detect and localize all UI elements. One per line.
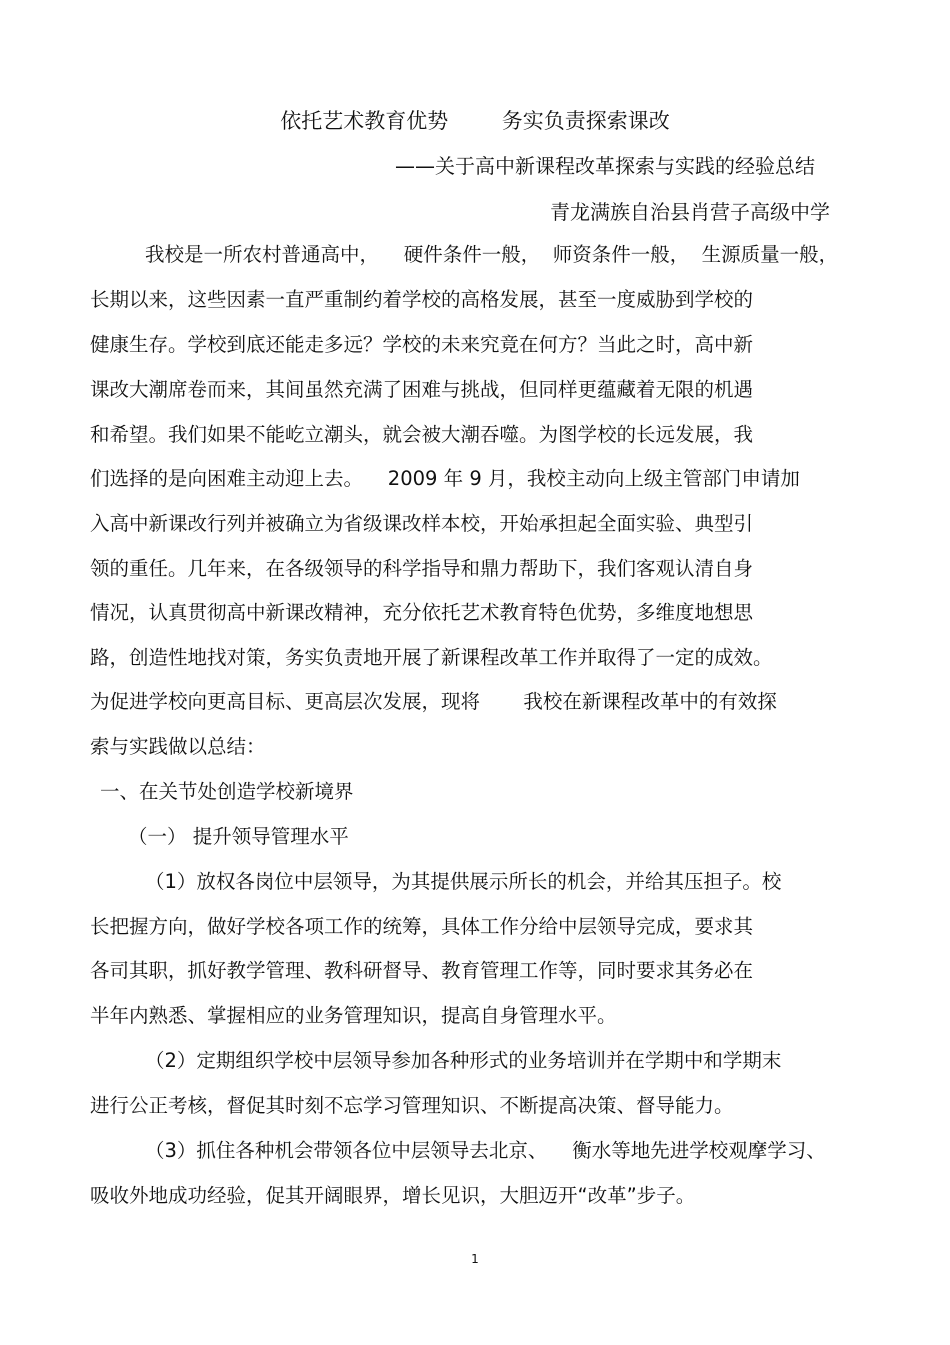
school-name: 青龙满族自治县肖营子高级中学	[550, 200, 830, 224]
paragraph-line: 领的重任。几年来，在各级领导的科学指导和鼎力帮助下，我们客观认清自身	[90, 557, 754, 580]
document-subtitle: ——关于高中新课程改革探索与实践的经验总结	[395, 154, 815, 178]
paragraph-line: 进行公正考核，督促其时刻不忘学习管理知识、不断提高决策、督导能力。	[90, 1094, 734, 1117]
paragraph-line: 吸收外地成功经验，促其开阔眼界，增长见识，大胆迈开“改革”步子。	[90, 1184, 696, 1207]
page-number: 1	[471, 1252, 479, 1266]
paragraph-line: 入高中新课改行列并被确立为省级课改样本校，开始承担起全面实验、典型引	[90, 512, 754, 535]
paragraph-line: 路，创造性地找对策，务实负责地开展了新课程改革工作并取得了一定的成效。	[90, 646, 773, 669]
paragraph-line: （3）抓住各种机会带领各位中层领导去北京、 衡水等地先进学校观摩学习、	[145, 1139, 826, 1162]
paragraph-line: 健康生存。学校到底还能走多远？学校的未来究竟在何方？当此之时，高中新	[90, 333, 754, 356]
paragraph-line: 半年内熟悉、掌握相应的业务管理知识，提高自身管理水平。	[90, 1004, 617, 1027]
paragraph-line: （1）放权各岗位中层领导，为其提供展示所长的机会，并给其压担子。校	[145, 870, 782, 893]
paragraph-line: 索与实践做以总结：	[90, 735, 266, 758]
section-heading: 一、在关节处创造学校新境界	[100, 780, 354, 803]
subsection-heading: （一） 提升领导管理水平	[128, 825, 349, 848]
document-title: 依托艺术教育优势 务实负责探索课改	[280, 109, 670, 133]
paragraph-line: 我校是一所农村普通高中， 硬件条件一般， 师资条件一般， 生源质量一般，	[145, 243, 839, 266]
paragraph-line: 为促进学校向更高目标、更高层次发展，现将 我校在新课程改革中的有效探	[90, 690, 777, 713]
paragraph-line: 情况，认真贯彻高中新课改精神，充分依托艺术教育特色优势，多维度地想思	[90, 601, 754, 624]
paragraph-line: 们选择的是向困难主动迎上去。 2009 年 9 月，我校主动向上级主管部门申请加	[90, 467, 800, 490]
paragraph-line: 课改大潮席卷而来，其间虽然充满了困难与挑战，但同样更蕴藏着无限的机遇	[90, 378, 754, 401]
paragraph-line: 各司其职，抓好教学管理、教科研督导、教育管理工作等，同时要求其务必在	[90, 959, 754, 982]
paragraph-line: 长把握方向，做好学校各项工作的统筹，具体工作分给中层领导完成，要求其	[90, 915, 754, 938]
paragraph-line: 长期以来，这些因素一直严重制约着学校的高格发展，甚至一度威胁到学校的	[90, 288, 754, 311]
paragraph-line: 和希望。我们如果不能屹立潮头，就会被大潮吞噬。为图学校的长远发展，我	[90, 423, 754, 446]
paragraph-line: （2）定期组织学校中层领导参加各种形式的业务培训并在学期中和学期末	[145, 1049, 782, 1072]
